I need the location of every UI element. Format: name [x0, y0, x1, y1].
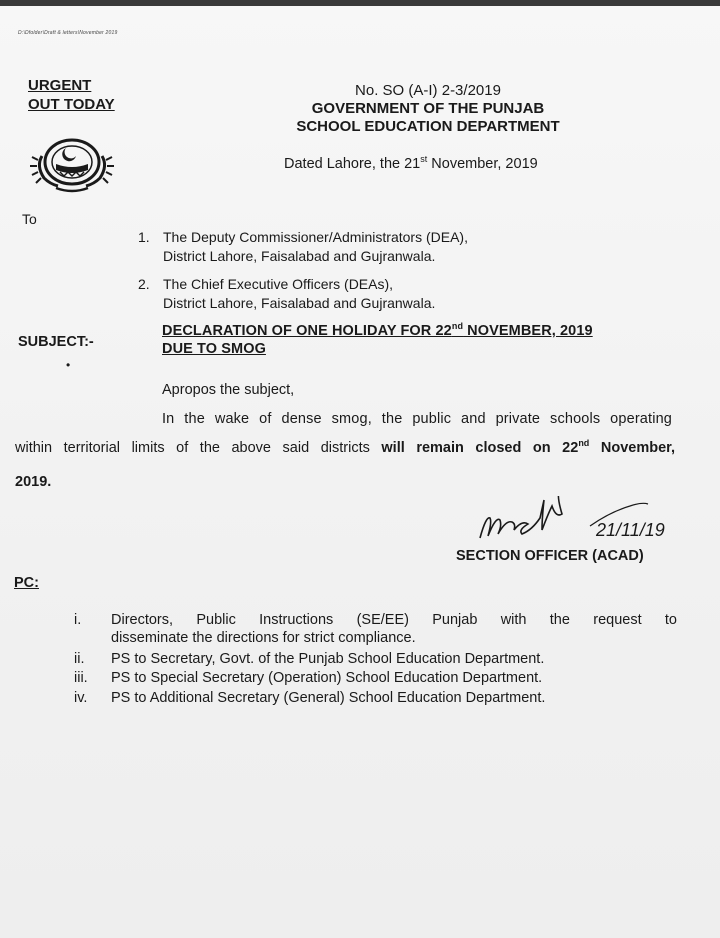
copy-numeral: ii. [74, 651, 85, 667]
subject-line1-b: NOVEMBER, 2019 [463, 323, 593, 339]
signature-date: 21/11/19 [596, 520, 665, 540]
dated-line [284, 156, 538, 172]
copy-line1: Directors, Public Instructions (SE/EE) Punjab with the request to [111, 612, 677, 628]
addressee-line2: District Lahore, Faisalabad and Gujranwala. [163, 295, 436, 311]
body-line2-bold: will remain closed on 22 [381, 440, 579, 456]
signature-mark [474, 496, 684, 546]
addressee-number: 2. [138, 276, 150, 292]
addressee-line2: District Lahore, Faisalabad and Gujranwala. [163, 248, 436, 264]
body-line3: 2019. [15, 474, 52, 490]
copy-numeral: i. [74, 612, 82, 628]
pc-label: PC: [14, 575, 39, 591]
copy-item [74, 650, 677, 668]
subject-line2: DUE TO SMOG [162, 341, 266, 357]
copy-text: PS to Special Secretary (Operation) School Education Department. [111, 670, 543, 686]
body-line2 [15, 440, 675, 456]
government-title: GOVERNMENT OF THE PUNJAB [311, 100, 545, 117]
margin-dot: • [66, 358, 71, 372]
dated-suffix: st [420, 154, 428, 165]
copy-item [74, 611, 677, 647]
copy-text: PS to Additional Secretary (General) School Education Department. [111, 690, 546, 706]
urgent-label: URGENT [28, 77, 92, 94]
body-line2-text: within territorial limits of the above said districts [15, 440, 382, 456]
reference-number: No. SO (A-I) 2-3/2019 [355, 82, 501, 99]
urgency-marker [28, 76, 115, 114]
dated-rest: November, 2019 [427, 156, 538, 172]
copy-item [74, 689, 677, 707]
addressee-number: 1. [138, 229, 150, 245]
copy-item [74, 669, 677, 687]
subject-line1-a: DECLARATION OF ONE HOLIDAY FOR 22 [162, 323, 452, 339]
copy-numeral: iii. [74, 670, 88, 686]
department-title: SCHOOL EDUCATION DEPARTMENT [296, 118, 560, 135]
addressee-line1: The Chief Executive Officers (DEAs), [163, 276, 394, 292]
subject-label: SUBJECT:- [18, 334, 94, 350]
file-path-text: D:\Dfolder\Draft & letters\November 2019 [18, 30, 118, 36]
signatory-title: SECTION OFFICER (ACAD) [456, 548, 644, 564]
apropos-line: Apropos the subject, [162, 382, 295, 398]
to-label: To [22, 211, 37, 227]
body-line2-bold-b: November, [589, 440, 676, 456]
addressee-line1: The Deputy Commissioner/Administrators (DEA), [163, 229, 468, 245]
out-today-label: OUT TODAY [28, 96, 115, 113]
letter-header [278, 82, 578, 136]
addressee-item [138, 275, 608, 315]
body-line1: In the wake of dense smog, the public and private schools operating [162, 411, 672, 427]
addressee-text [163, 228, 583, 266]
body-line2-sup: nd [578, 438, 590, 449]
addressee-item [138, 228, 608, 268]
top-shadow-band [0, 0, 720, 6]
subject-line1-sup: nd [451, 321, 464, 332]
subject-line1 [162, 322, 672, 340]
addressee-text [163, 275, 583, 313]
copy-numeral: iv. [74, 690, 88, 706]
copy-text: PS to Secretary, Govt. of the Punjab School Education Department. [111, 651, 545, 667]
copy-line2: disseminate the directions for strict compliance. [111, 630, 416, 646]
copy-text [111, 611, 677, 647]
punjab-emblem-icon [26, 128, 118, 196]
dated-prefix: Dated Lahore, the 21 [284, 156, 421, 172]
subject-text [162, 322, 672, 358]
